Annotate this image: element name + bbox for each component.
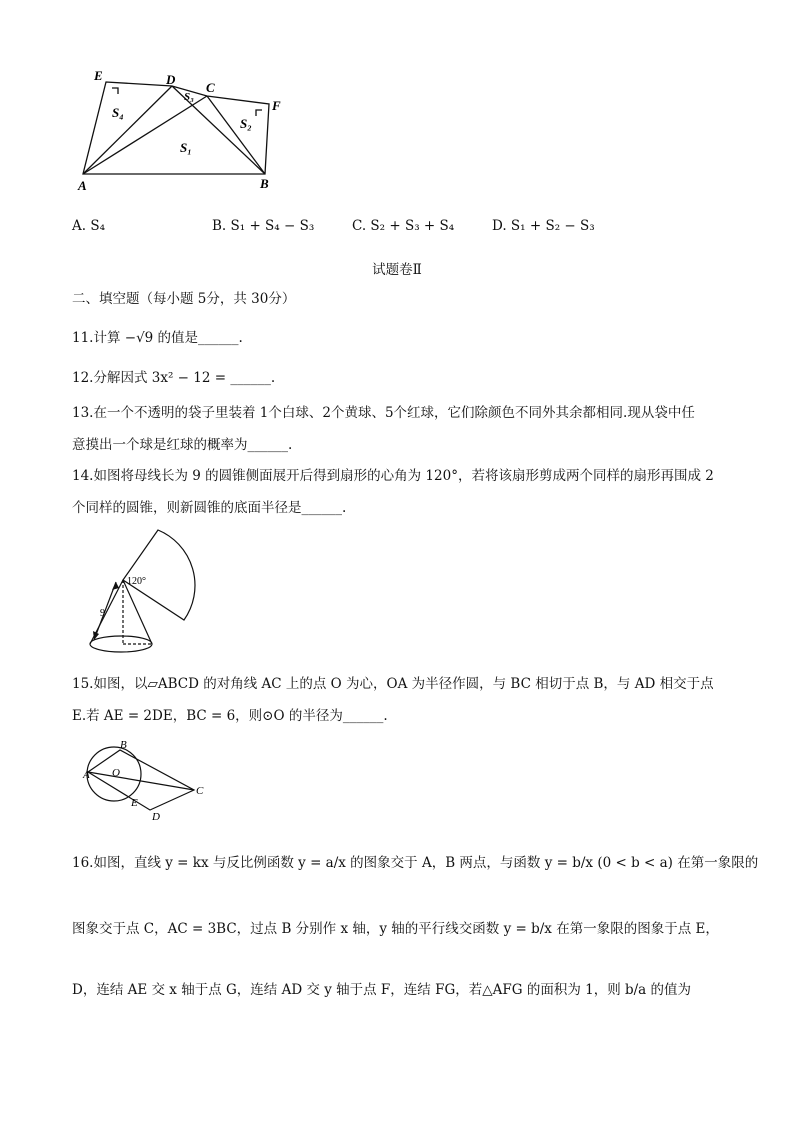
- slant-label: 9: [100, 608, 105, 619]
- option-a: A. S₄: [72, 218, 105, 234]
- question-15-line2: E.若 AE = 2DE，BC = 6，则⊙O 的半径为______.: [72, 708, 388, 724]
- slant-arrow: [94, 582, 116, 640]
- question-12: 12.分解因式 3x² − 12 = ______.: [72, 370, 276, 386]
- label-s2: S₂: [240, 116, 252, 131]
- circle-label-e: E: [131, 797, 138, 809]
- right-angle-mark-e: [112, 88, 118, 94]
- question-14-line2: 个同样的圆锥，则新圆锥的底面半径是______.: [72, 500, 347, 516]
- segment-ad: [83, 86, 172, 174]
- question-16-line2: 图象交于点 C，AC = 3BC，过点 B 分别作 x 轴，y 轴的平行线交函数 y = b/x 在第一象限的图象于点 E，: [72, 921, 719, 937]
- circle-label-a: A: [83, 769, 90, 781]
- angle-label: 120°: [127, 576, 146, 587]
- circle-label-d: D: [152, 811, 160, 823]
- cone-base: [90, 636, 152, 652]
- section-heading: 二、填空题（每小题 5分，共 30分）: [72, 291, 296, 307]
- label-c: C: [206, 80, 215, 95]
- label-f: F: [272, 98, 281, 113]
- circle-label-b: B: [120, 739, 127, 751]
- sector-arc: [123, 530, 195, 620]
- label-s3: S₃: [184, 91, 194, 103]
- section-title: 试题卷Ⅱ: [372, 262, 422, 278]
- question-16-line3: D，连结 AE 交 x 轴于点 G，连结 AD 交 y 轴于点 F，连结 FG，若△AFG 的面积为 1，则 b/a 的值为: [72, 982, 692, 998]
- question-14-line1: 14.如图将母线长为 9 的圆锥侧面展开后得到扇形的心角为 120°，若将该扇形剪成两个同样的扇形再围成 2: [72, 468, 714, 484]
- question-11: 11.计算 −√9 的值是______.: [72, 330, 243, 346]
- question-15-line1: 15.如图，以▱ABCD 的对角线 AC 上的点 O 为心，OA 为半径作圆，与 BC 相切于点 B，与 AD 相交于点: [72, 676, 714, 692]
- segment-bc: [207, 96, 265, 174]
- segment-ac: [83, 96, 207, 174]
- label-b: B: [260, 176, 269, 191]
- figure-quadrilateral: [72, 62, 292, 194]
- parallelogram-abcd: [88, 750, 194, 810]
- figure-circle-parallelogram: [80, 738, 220, 824]
- option-c: C. S₂ + S₃ + S₄: [352, 218, 455, 234]
- label-a: A: [78, 178, 87, 193]
- label-s4: S₄: [112, 105, 124, 120]
- label-d: D: [166, 72, 176, 87]
- label-s1: S₁: [180, 140, 192, 155]
- answer-options: [72, 218, 772, 238]
- circle-label-c: C: [196, 785, 204, 797]
- label-e: E: [94, 68, 103, 83]
- option-d: D. S₁ + S₂ − S₃: [492, 218, 595, 234]
- option-b: B. S₁ + S₄ − S₃: [212, 218, 315, 234]
- figure-cone: [80, 524, 220, 664]
- circle-label-o: O: [112, 767, 120, 779]
- question-13-line1: 13.在一个不透明的袋子里装着 1个白球、2个黄球、5个红球，它们除颜色不同外其余都相同.现从袋中任: [72, 405, 695, 421]
- question-13-line2: 意摸出一个球是红球的概率为______.: [72, 437, 293, 453]
- right-angle-mark-f: [256, 110, 262, 116]
- question-16-line1: 16.如图，直线 y = kx 与反比例函数 y = a/x 的图象交于 A，B 两点，与函数 y = b/x (0 < b < a) 在第一象限的: [72, 855, 759, 871]
